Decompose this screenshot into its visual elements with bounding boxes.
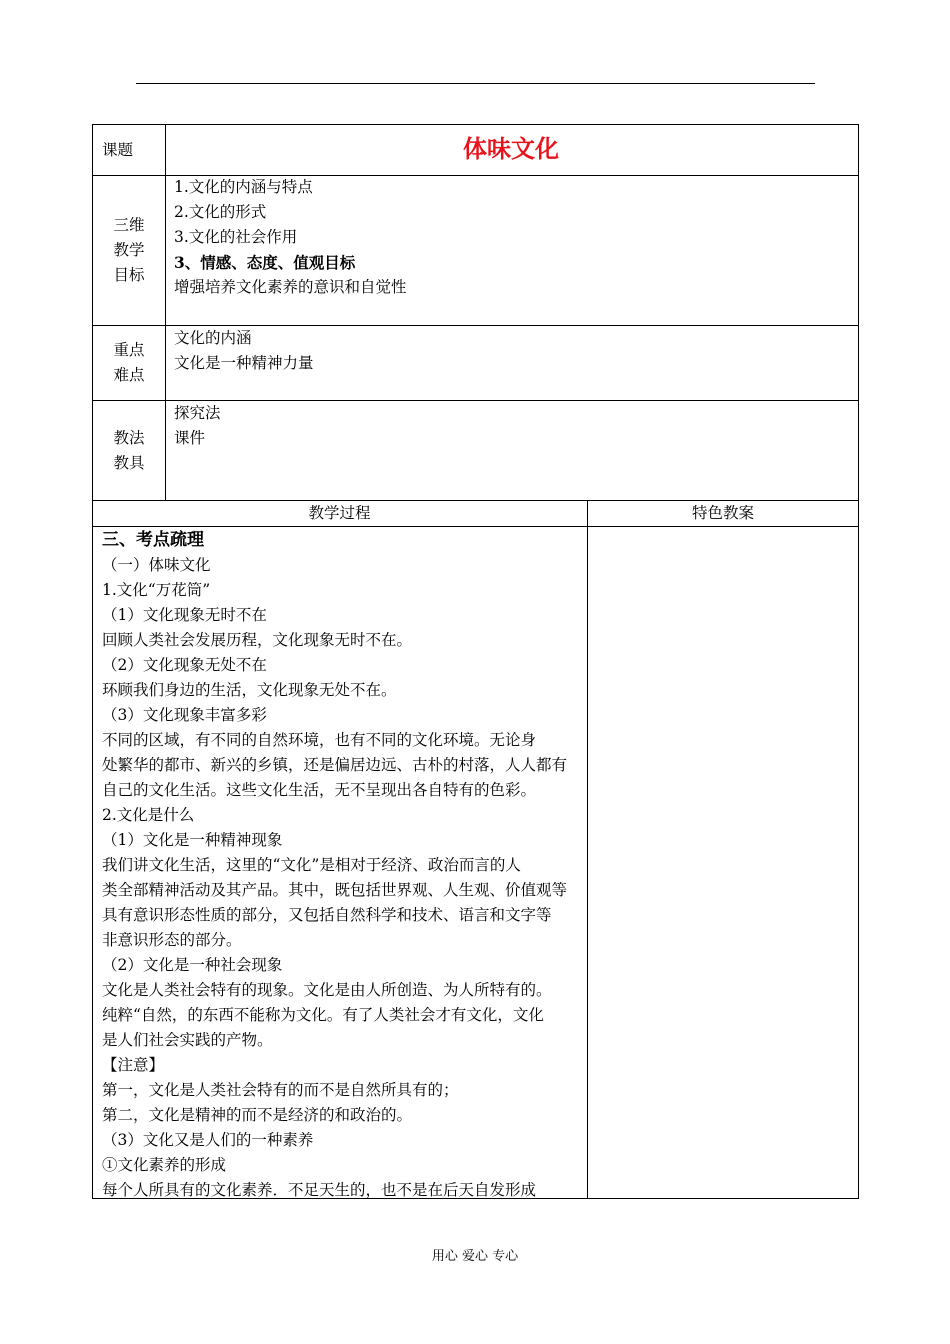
key-points-label — [93, 338, 165, 388]
process-line: （3）文化现象丰富多彩 — [102, 706, 267, 724]
process-line: 第二，文化是精神的而不是经济的和政治的。 — [102, 1106, 413, 1124]
key-points-label-line: 难点 — [113, 366, 145, 384]
process-line: （2）文化是一种社会现象 — [102, 956, 283, 974]
key-point-item: 文化的内涵 — [174, 329, 252, 347]
process-line: 类全部精神活动及其产品。其中，既包括世界观、人生观、价值观等 — [102, 881, 568, 899]
objective-item: 1.文化的内涵与特点 — [174, 178, 313, 196]
process-line: （一）体味文化 — [102, 556, 211, 574]
section-heading: 三、考点疏理 — [102, 530, 204, 550]
methods-label-line: 教具 — [113, 454, 145, 472]
objectives-label-line: 目标 — [113, 266, 145, 284]
header-rule — [136, 83, 815, 84]
special-column-header: 特色教案 — [691, 504, 754, 522]
process-line: 文化是人类社会特有的现象。文化是由人所创造、为人所特有的。 — [102, 981, 552, 999]
page-footer: 用心 爱心 专心 — [431, 1249, 519, 1264]
process-content — [102, 528, 582, 1203]
process-line: 【注意】 — [102, 1056, 165, 1074]
row-divider — [92, 526, 859, 527]
label-column-divider — [165, 124, 166, 501]
key-point-item: 文化是一种精神力量 — [174, 354, 314, 372]
method-item: 课件 — [174, 429, 206, 447]
objectives-label-line: 三维 — [113, 216, 145, 234]
process-line: （1）文化是一种精神现象 — [102, 831, 283, 849]
subject-label: 课题 — [102, 141, 134, 159]
objectives-label-line: 教学 — [113, 241, 145, 259]
process-column-header: 教学过程 — [308, 504, 371, 522]
process-line: 非意识形态的部分。 — [102, 931, 242, 949]
process-line: 不同的区域，有不同的自然环境，也有不同的文化环境。无论身 — [102, 731, 537, 749]
process-line: 每个人所具有的文化素养．不足天生的，也不是在后天自发形成 — [102, 1181, 537, 1199]
key-points-label-line: 重点 — [113, 341, 145, 359]
process-line: 是人们社会实践的产物。 — [102, 1031, 273, 1049]
process-line: 纯粹“自然，的东西不能称为文化。有了人类社会才有文化，文化 — [102, 1006, 544, 1024]
process-line: （3）文化又是人们的一种素养 — [102, 1131, 314, 1149]
objective-item: 3.文化的社会作用 — [174, 228, 298, 246]
page-title: 体味文化 — [463, 135, 559, 163]
process-line: 我们讲文化生活，这里的“文化”是相对于经济、政治而言的人 — [102, 856, 521, 874]
process-line: 自己的文化生活。这些文化生活，无不呈现出各自特有的色彩。 — [102, 781, 537, 799]
process-line: 2.文化是什么 — [102, 806, 195, 824]
methods-label — [93, 426, 165, 476]
process-line: 第一，文化是人类社会特有的而不是自然所具有的； — [102, 1081, 459, 1099]
process-line: （2）文化现象无处不在 — [102, 656, 267, 674]
objective-item: 增强培养文化素养的意识和自觉性 — [174, 278, 407, 296]
process-line: （1）文化现象无时不在 — [102, 606, 267, 624]
process-line: 1.文化“万花筒” — [102, 581, 211, 599]
process-line: 处繁华的都市、新兴的乡镇，还是偏居边远、古朴的村落，人人都有 — [102, 756, 568, 774]
process-line: ①文化素养的形成 — [102, 1156, 227, 1174]
process-column-divider — [587, 500, 588, 1199]
process-line: 回顾人类社会发展历程，文化现象无时不在。 — [102, 631, 413, 649]
process-line: 具有意识形态性质的部分，又包括自然科学和技术、语言和文字等 — [102, 906, 552, 924]
methods-label-line: 教法 — [113, 429, 145, 447]
objective-item: 2.文化的形式 — [174, 203, 267, 221]
objectives-label — [93, 213, 165, 288]
process-line: 环顾我们身边的生活，文化现象无处不在。 — [102, 681, 397, 699]
method-item: 探究法 — [174, 404, 221, 422]
objective-item: 3、情感、态度、值观目标 — [174, 253, 356, 272]
